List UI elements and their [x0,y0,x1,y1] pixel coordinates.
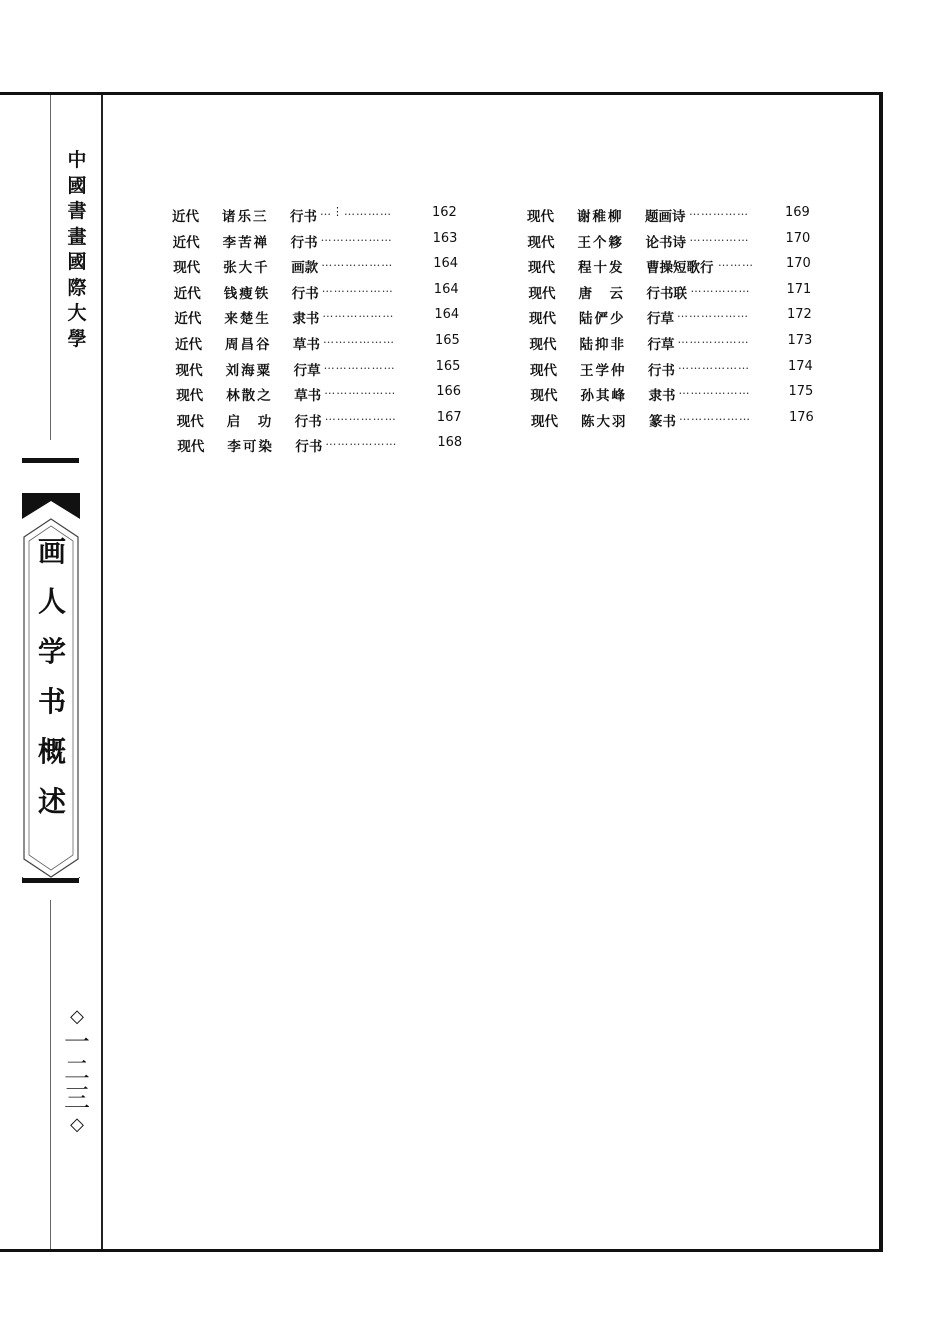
toc-era: 近代 [172,234,200,251]
toc-type: 行书 [290,209,317,225]
toc-entry [529,307,817,332]
toc-name: 李可染 [227,439,274,456]
series-title-char: 畫 [67,225,87,248]
toc-page-number: 175 [788,384,814,400]
toc-type: 行草 [647,337,675,353]
toc-era: 现代 [530,388,558,405]
toc-entry [531,384,819,409]
series-title-char: 國 [67,251,87,273]
book-title-char: 概 [37,735,66,768]
series-title-char: 際 [67,276,87,299]
series-title-char: 學 [67,327,87,350]
toc-era: 近代 [174,311,202,328]
toc-era: 近代 [172,209,199,225]
toc-name: 王学仲 [580,362,627,379]
toc-name: 启 功 [226,413,274,430]
book-title [34,527,70,827]
toc-type: 隶书 [648,388,676,405]
toc-name: 陈大羽 [581,413,628,430]
toc-type: 题画诗 [645,209,686,225]
page-number [62,1005,92,1137]
toc-page-number: 167 [436,409,462,425]
page-digit: 二 [63,1056,90,1086]
toc-entry [173,256,463,281]
series-title-char: 書 [67,200,87,222]
toc-page-number: 169 [785,205,810,220]
toc-era: 现代 [527,234,555,251]
book-title-char: 画 [37,535,66,568]
toc-leader-dots: ……………… [678,384,751,398]
toc-type: 行书 [294,413,322,430]
book-title-char: 人 [37,585,66,618]
toc-entry [177,410,467,435]
toc-type: 画款 [291,260,319,277]
toc-leader-dots: ……………… [677,333,750,346]
toc-leader-dots: …………… [689,205,749,218]
toc-name: 程十发 [578,260,625,277]
page-digit: 一 [63,1028,90,1058]
toc-page-number: 165 [435,333,460,348]
toc-type: 行书 [290,234,318,251]
toc-entry [530,359,818,384]
ornament-band-top [22,458,79,463]
toc-type: 行书 [291,285,319,302]
toc-era: 现代 [177,439,205,456]
toc-page-number: 171 [786,281,812,297]
toc-name: 孙其峰 [580,388,627,405]
toc-leader-dots: ……………… [323,358,396,372]
toc-era: 近代 [175,337,202,353]
toc-leader-dots: ……………… [320,230,393,244]
toc-leader-dots: ……………… [325,435,398,449]
toc-page-number: 164 [434,307,460,323]
toc-name: 张大千 [223,260,270,277]
toc-leader-dots: …………… [690,281,751,295]
toc-name: 唐 云 [578,285,625,302]
series-title-char: 大 [67,302,87,324]
diamond-icon: ◇ [70,1114,84,1135]
toc-leader-dots: …………… [689,230,750,244]
toc-entry [172,205,462,230]
page-digit: 三 [63,1084,90,1114]
toc-type: 行草 [647,311,674,328]
toc-entry [174,307,464,332]
toc-era: 现代 [527,209,554,225]
toc-type: 行书 [648,362,675,379]
toc-page-number: 163 [432,230,458,246]
ornament-band-bottom [22,878,79,883]
toc-type: 曹操短歌行 [646,260,714,277]
toc-name: 林散之 [226,388,273,405]
toc-entry [528,256,816,281]
toc-leader-dots: ……………… [324,384,397,398]
toc-page-number: 165 [435,358,461,374]
toc-entry [177,435,467,460]
toc-leader-dots: ……… [718,256,754,270]
toc-name: 来楚生 [224,311,271,328]
toc-leader-dots: …⋮………… [320,205,392,218]
toc-entry [176,359,466,384]
toc-page-number: 173 [787,333,813,348]
series-title [62,148,92,352]
toc-page-number: 164 [433,281,459,297]
series-title-char: 國 [67,174,87,197]
toc-name: 钱瘦铁 [223,285,271,302]
toc-leader-dots: ……………… [679,409,751,423]
toc-era: 现代 [531,413,558,430]
toc-entry [175,333,465,358]
toc-name: 王个簃 [577,234,624,251]
toc-type: 行书联 [646,285,687,302]
toc-type: 草书 [294,388,322,405]
toc-entry [531,410,819,435]
toc-name: 陆抑非 [579,337,626,353]
book-title-char: 学 [37,635,66,668]
toc-page-number: 168 [437,435,463,451]
toc-leader-dots: ……………… [324,409,397,423]
toc-entry [176,384,466,409]
toc-era: 现代 [176,388,204,405]
toc-era: 现代 [528,285,556,302]
toc-type: 隶书 [292,311,320,328]
toc-type: 行书 [295,439,323,456]
toc-era: 现代 [528,260,555,277]
series-title-char: 中 [67,149,87,171]
toc-type: 论书诗 [645,234,686,251]
toc-entry [529,282,817,307]
sidebar-rule-right [101,95,103,1249]
book-title-char: 述 [37,785,66,818]
toc-leader-dots: ……………… [322,307,395,321]
toc-leader-dots: ……………… [678,358,750,372]
toc-page-number: 170 [785,230,811,246]
toc-era: 近代 [173,285,201,302]
diamond-icon: ◇ [70,1006,84,1027]
toc-entry [528,231,816,256]
toc-page-number: 174 [788,358,813,374]
toc-page-number: 170 [786,256,811,272]
book-title-char: 书 [37,685,66,718]
toc-type: 篆书 [649,413,676,430]
toc-entry [530,333,818,358]
toc-name: 谢稚柳 [577,209,624,225]
toc-leader-dots: ……………… [321,281,394,295]
toc-name: 陆俨少 [579,311,626,328]
toc-name: 刘海粟 [225,362,273,379]
toc-era: 现代 [173,260,201,277]
toc-leader-dots: ……………… [323,333,395,346]
toc-type: 草书 [293,337,320,353]
toc-era: 现代 [176,413,204,430]
toc-name: 李苦禅 [222,234,270,251]
toc-page-number: 166 [436,384,462,400]
toc-page-number: 164 [433,256,459,272]
toc-era: 现代 [529,337,557,353]
toc-page-number: 162 [432,205,457,220]
toc-era: 现代 [529,311,556,328]
toc-page-number: 172 [787,307,812,323]
toc-name: 诸乐三 [222,209,269,225]
toc-entry [527,205,815,230]
toc-era: 现代 [175,362,203,379]
toc-name: 周昌谷 [225,337,272,353]
toc-leader-dots: ……………… [321,256,394,270]
toc-leader-dots: ……………… [677,307,749,321]
toc-page-number: 176 [789,409,814,425]
toc-entry [174,282,464,307]
toc-entry [173,231,463,256]
toc-era: 现代 [530,362,557,379]
toc-type: 行草 [293,362,321,379]
